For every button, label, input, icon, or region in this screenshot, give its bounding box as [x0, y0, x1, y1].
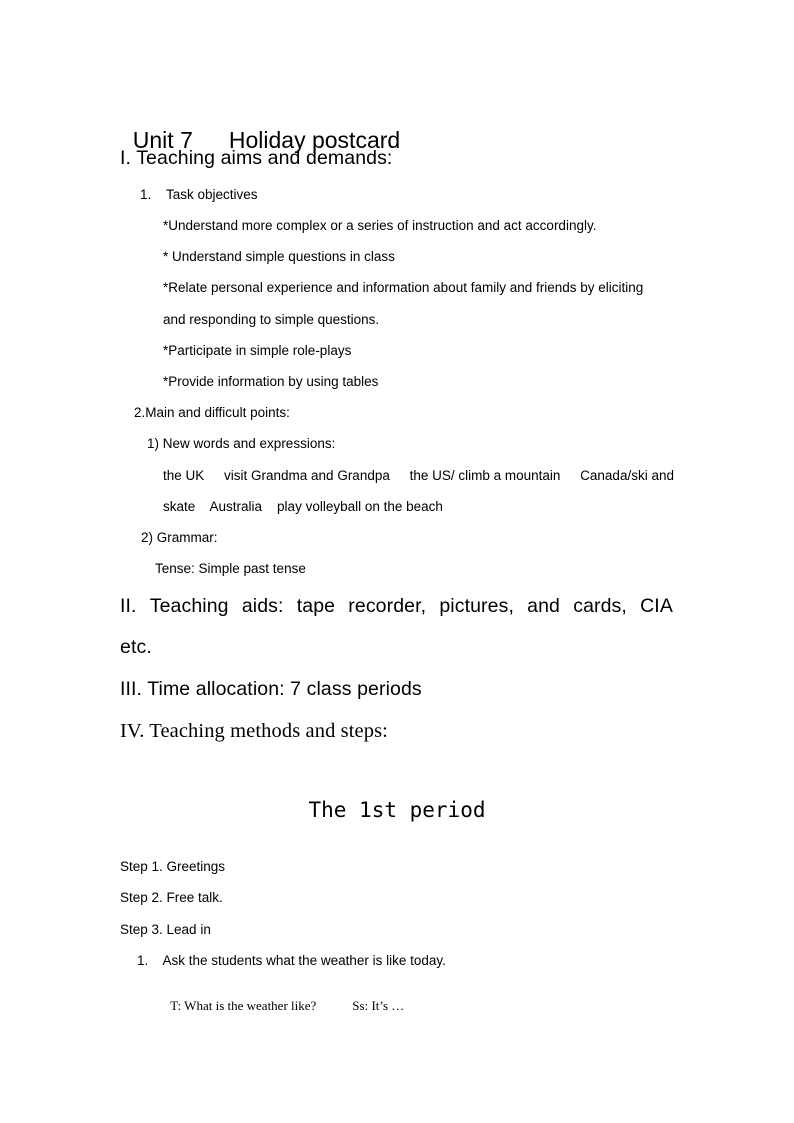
vocab-line: skate Australia play volleyball on the beach — [163, 499, 443, 514]
step-line: Step 1. Greetings — [120, 859, 226, 874]
teacher-question: T: What is the weather like? — [170, 998, 317, 1013]
tense-line: Tense: Simple past tense — [155, 561, 306, 576]
unit-number: Unit 7 — [132, 127, 193, 153]
objective-line: *Provide information by using tables — [163, 374, 379, 389]
heading-word: cards, — [573, 595, 627, 617]
heading-word: CIA — [640, 595, 673, 617]
dialogue-line — [164, 986, 404, 1012]
vocab-item: visit Grandma and Grandpa — [224, 468, 390, 483]
unit-name: Holiday postcard — [228, 127, 401, 153]
vocab-item: Canada/ski and — [580, 468, 674, 483]
heading-word: II. — [120, 595, 137, 617]
section-2-heading — [120, 597, 673, 617]
heading-word: Teaching — [149, 595, 229, 617]
step-line: Step 3. Lead in — [120, 922, 211, 937]
objective-line: *Understand more complex or a series of instruction and act accordingly. — [163, 218, 597, 233]
heading-word: tape — [296, 595, 336, 617]
vocab-item: the UK — [163, 468, 205, 483]
objective-line: *Participate in simple role-plays — [163, 343, 352, 358]
objective-line: * Understand simple questions in class — [163, 249, 395, 264]
task-objectives-label: 1. Task objectives — [140, 187, 258, 202]
heading-word: pictures, — [439, 595, 514, 617]
vocab-line — [163, 469, 674, 483]
new-words-label: 1) New words and expressions: — [147, 436, 336, 451]
heading-word: and — [527, 595, 561, 617]
section-1-heading: I. Teaching aims and demands: — [120, 147, 393, 169]
objective-line: *Relate personal experience and information about family and friends by eliciting — [163, 280, 644, 295]
section-3-heading: III. Time allocation: 7 class periods — [120, 678, 422, 700]
step-line: Step 2. Free talk. — [120, 890, 223, 905]
grammar-label: 2) Grammar: — [141, 530, 218, 545]
section-4-heading: IV. Teaching methods and steps: — [120, 720, 388, 742]
students-answer: Ss: It’s … — [352, 998, 405, 1013]
objective-line: and responding to simple questions. — [163, 312, 380, 327]
lead-in-item: 1. Ask the students what the weather is like today. — [137, 953, 446, 968]
period-title: The 1st period — [308, 798, 486, 822]
heading-word: aids: — [241, 595, 284, 617]
section-2-continued: etc. — [120, 636, 152, 658]
vocab-item: the US/ climb a mountain — [409, 468, 561, 483]
heading-word: recorder, — [348, 595, 427, 617]
unit-title — [120, 106, 400, 152]
main-points-label: 2.Main and difficult points: — [134, 405, 290, 420]
